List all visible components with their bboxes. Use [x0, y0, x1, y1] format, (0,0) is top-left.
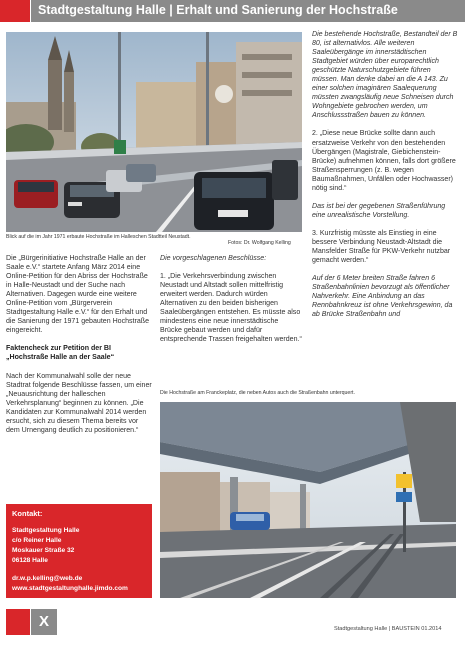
header-red-block — [0, 0, 30, 22]
contact-email[interactable]: dr.w.p.kelling@web.de — [12, 575, 83, 582]
photo-credit: Fotos: Dr. Wolfgang Kelling — [228, 240, 291, 246]
contact-website[interactable]: www.stadtgestaltunghalle.jimdo.com — [12, 585, 128, 592]
franckeplatz-photo — [160, 402, 456, 598]
right-para-5: Auf der 6 Meter breiten Straße fahren 6 Straßenbahnlinien bevorzugt als öffentlicher Nahverkehr. Eine Anbindung an das Rennbahnkreuz ist ohne Verkehrsgewinn, da ab Brücke Straßenbahn und — [312, 275, 453, 319]
franckeplatz-photo-illustration — [160, 402, 456, 598]
close-icon: X — [31, 609, 57, 635]
highway-photo-illustration — [6, 32, 302, 232]
middle-column — [160, 254, 302, 353]
right-column — [312, 30, 458, 328]
right-para-2: 2. „Diese neue Brücke sollte dann auch ersatzweise Verkehr von den bestehenden Übergängen (Magistrale, Giebichenstein-Brücke) aufnehmen können, falls dort größere Straßensperrungen (z. B. wegen Baumaßnahmen, Unfällen oder Hochwasser) nötig sind.“ — [312, 130, 456, 192]
photo1-caption: Blick auf die im Jahr 1971 erbaute Hochstraße im Halleschen Stadtteil Neustadt. — [6, 234, 191, 240]
right-para-1: Die bestehende Hochstraße, Bestandteil der B 80, ist alternativlos. Alle weiteren Saaleübergänge im innerstädtischen Stadtgebiet würden über europarechtlich geschützte Naturschutzgebiete führen müssen. Man denke dabei an die A 143. Zu einer solchen imaginären Saalequerung müssten zwangsläufig neue Schneisen durch Wohngebiete gebrochen werden, um Anschlussstraßen bauen zu können. — [312, 31, 458, 120]
left-para-1: Die „Bürgerinitiative Hochstraße Halle an der Saale e.V.“ startete Anfang März 2014 eine Online-Petition für den Abriss der Hochstraße in Halle-Neustadt und der Suche nach Alternativen. Dagegen wurde eine weitere Online-Petition vom „Bürgerverein Stadtgestaltung Halle e.V.“ für den Erhalt und die Sanierung der 1971 gebauten Hochstraße eingereicht. — [6, 255, 149, 335]
right-para-4: 3. Kurzfristig müsste als Einstieg in eine bessere Verbindung Neustadt-Altstadt die Mansfelder Straße für PKW-Verkehr nutzbar gemacht werden.“ — [312, 229, 451, 265]
photo2-caption: Die Hochstraße am Franckeplatz, die neben Autos auch die Straßenbahn unterquert. — [160, 390, 355, 396]
left-para-2: Nach der Kommunalwahl solle der neue Stadtrat folgende Beschlüsse fassen, um einer „Neuausrichtung der halleschen Verkehrsplanung“ beginnen zu können. „Die Kandidaten zur Kommunalwahl 2014 werden ersucht, sich zu diesem Thema bereits vor dem Urnengang deutlich zu positionieren.“ — [6, 372, 152, 434]
right-para-3: Das ist bei der gegebenen Straßenführung eine unrealistische Vorstellung. — [312, 202, 446, 219]
left-column — [6, 254, 152, 444]
contact-title: Kontakt: — [12, 509, 43, 518]
header-band — [0, 0, 465, 22]
footer-text: Stadtgestaltung Halle | BAUSTEIN 01.2014 — [334, 626, 442, 632]
contact-city: 06128 Halle — [12, 557, 48, 564]
faktencheck-heading: Faktencheck zur Petition der BI „Hochstraße Halle an der Saale“ — [6, 345, 115, 362]
footer-red-block — [6, 609, 30, 635]
page-title: Stadtgestaltung Halle | Erhalt und Sanierung der Hochstraße — [38, 3, 398, 17]
highway-photo — [6, 32, 302, 232]
contact-street: Moskauer Straße 32 — [12, 547, 75, 554]
middle-para-1: 1. „Die Verkehrsverbindung zwischen Neustadt und Altstadt sollen mittelfristig erweitert werden. Dadurch würden Alternativen zu den beiden bisherigen Saaleübergängen entstehen. Es müsste also mindestens eine neue innerstädtische Brücke gebaut werden und dafür entsprechende Trassen freigehalten werden.“ — [160, 273, 302, 344]
contact-org: Stadtgestaltung Halle — [12, 527, 80, 534]
contact-co: c/o Reiner Halle — [12, 537, 62, 544]
contact-box — [6, 504, 152, 598]
middle-intro: Die vorgeschlagenen Beschlüsse: — [160, 255, 267, 262]
